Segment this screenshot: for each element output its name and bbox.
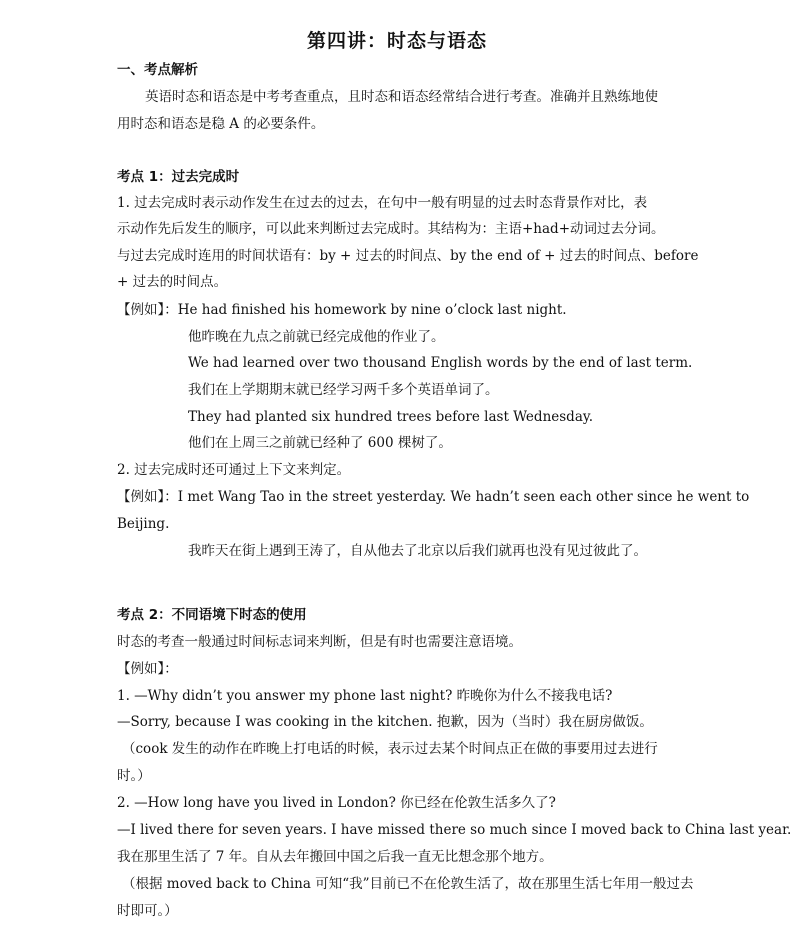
point1-text: 1. 过去完成时表示动作发生在过去的过去，在句中一般有明显的过去时态背景作对比，表 [117,195,648,211]
example-label: 【例如】： [117,489,178,505]
example-translation: 我昨天在街上遇到王涛了，自从他去了北京以后我们就再也没有见过彼此了。 [188,543,647,559]
example-sentence: Beijing. [117,516,170,532]
point2-text: 时态的考查一般通过时间标志词来判断，但是有时也需要注意语境。 [117,634,522,650]
example-translation: 我们在上学期期末就已经学习两千多个英语单词了。 [188,382,499,398]
section-heading: 一、考点解析 [117,62,198,78]
example-sentence: We had learned over two thousand English words by the end of last term. [188,355,693,371]
point2-text: 时。） [117,768,151,784]
example-translation: 他们在上周三之前就已经种了 600 棵树了。 [188,435,452,451]
example-label: 【例如】： [117,302,178,318]
example-sentence: He had finished his homework by nine o’clock last night. [177,302,567,318]
point1-text: 与过去完成时连用的时间状语有：by + 过去的时间点、by the end of + 过去的时间点、before [117,248,699,264]
point2-text: 2. —How long have you lived in London? 你已经在伦敦生活多久了? [117,795,556,811]
example-line [117,487,749,507]
example-translation: 他昨晚在九点之前就已经完成他的作业了。 [188,329,445,345]
intro-line: 英语时态和语态是中考考查重点，且时态和语态经常结合进行考查。准确并且熟练地使 [145,89,658,105]
example-sentence: They had planted six hundred trees before last Wednesday. [188,409,593,425]
example-label: 【例如】： [117,661,178,677]
point2-text: 1. —Why didn’t you answer my phone last night? 昨晚你为什么不接我电话? [117,688,613,704]
point2-text: （根据 moved back to China 可知“我”目前已不在伦敦生活了，故在那里生活七年用一般过去 [122,876,694,892]
intro-line: 用时态和语态是稳 A 的必要条件。 [117,116,325,132]
point1-text: 2. 过去完成时还可通过上下文来判定。 [117,462,351,478]
point2-text: —I lived there for seven years. I have missed there so much since I moved back to China last year. [117,822,792,838]
example-line [117,300,567,320]
page-title: 第四讲：时态与语态 [306,30,487,52]
point2-text: （cook 发生的动作在昨晚上打电话的时候，表示过去某个时间点正在做的事要用过去进行 [122,741,658,757]
point1-heading: 考点 1：过去完成时 [117,169,240,185]
example-sentence: I met Wang Tao in the street yesterday. We hadn’t seen each other since he went to [177,489,750,505]
point2-text: —Sorry, because I was cooking in the kitchen. 抱歉，因为（当时）我在厨房做饭。 [117,714,653,730]
point1-text: 示动作先后发生的顺序，可以此来判断过去完成时。其结构为：主语+had+动词过去分词。 [117,221,665,237]
point2-text: 我在那里生活了 7 年。自从去年搬回中国之后我一直无比想念那个地方。 [117,849,553,865]
point2-heading: 考点 2：不同语境下时态的使用 [117,607,307,623]
point1-text: + 过去的时间点。 [117,274,228,290]
point2-text: 时即可。） [117,903,178,919]
